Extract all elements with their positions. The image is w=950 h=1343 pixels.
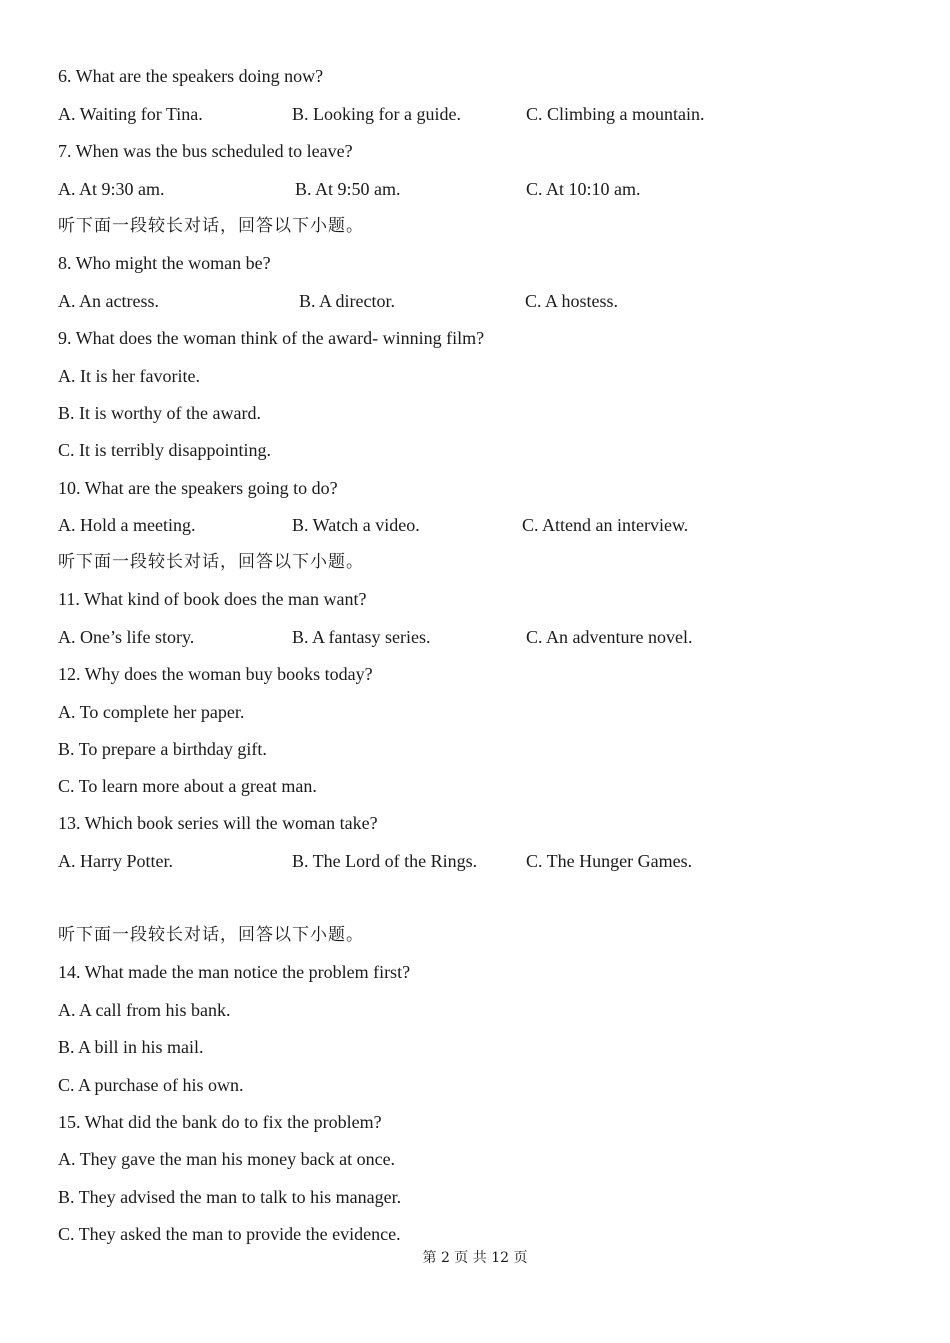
option-6a: A. Waiting for Tina. bbox=[58, 104, 203, 124]
option-10c: C. Attend an interview. bbox=[522, 515, 689, 535]
option-13b: B. The Lord of the Rings. bbox=[292, 851, 478, 871]
question-13: 13. Which book series will the woman take? bbox=[58, 813, 378, 833]
option-12a: A. To complete her paper. bbox=[58, 702, 245, 722]
page-number-footer: 第 2 页 共 12 页 bbox=[422, 1250, 528, 1266]
option-9a: A. It is her favorite. bbox=[58, 366, 200, 386]
option-13a: A. Harry Potter. bbox=[58, 851, 173, 871]
question-14: 14. What made the man notice the problem first? bbox=[58, 962, 411, 982]
question-12: 12. Why does the woman buy books today? bbox=[58, 664, 373, 684]
question-6: 6. What are the speakers doing now? bbox=[58, 66, 324, 86]
option-9c: C. It is terribly disappointing. bbox=[58, 440, 271, 460]
question-15: 15. What did the bank do to fix the problem? bbox=[58, 1112, 382, 1132]
option-10a: A. Hold a meeting. bbox=[58, 515, 196, 535]
option-12b: B. To prepare a birthday gift. bbox=[58, 739, 267, 759]
question-10: 10. What are the speakers going to do? bbox=[58, 478, 338, 498]
section-instruction-1: 听下面一段较长对话，回答以下小题。 bbox=[58, 216, 364, 236]
option-7b: B. At 9:50 am. bbox=[295, 179, 401, 199]
question-11: 11. What kind of book does the man want? bbox=[58, 589, 367, 609]
option-7a: A. At 9:30 am. bbox=[58, 179, 165, 199]
option-8a: A. An actress. bbox=[58, 291, 159, 311]
option-10b: B. Watch a video. bbox=[292, 515, 420, 535]
option-13c: C. The Hunger Games. bbox=[526, 851, 693, 871]
option-14a: A. A call from his bank. bbox=[58, 1000, 231, 1020]
section-instruction-3: 听下面一段较长对话，回答以下小题。 bbox=[58, 925, 364, 945]
option-14c: C. A purchase of his own. bbox=[58, 1075, 244, 1095]
option-9b: B. It is worthy of the award. bbox=[58, 403, 261, 423]
option-15a: A. They gave the man his money back at once. bbox=[58, 1149, 396, 1169]
question-7: 7. When was the bus scheduled to leave? bbox=[58, 141, 353, 161]
option-15b: B. They advised the man to talk to his manager. bbox=[58, 1187, 402, 1207]
option-12c: C. To learn more about a great man. bbox=[58, 776, 317, 796]
option-11b: B. A fantasy series. bbox=[292, 627, 431, 647]
option-6b: B. Looking for a guide. bbox=[292, 104, 461, 124]
option-11c: C. An adventure novel. bbox=[526, 627, 693, 647]
option-8c: C. A hostess. bbox=[525, 291, 619, 311]
section-instruction-2: 听下面一段较长对话，回答以下小题。 bbox=[58, 552, 364, 572]
option-14b: B. A bill in his mail. bbox=[58, 1037, 204, 1057]
option-11a: A. One’s life story. bbox=[58, 627, 195, 647]
option-7c: C. At 10:10 am. bbox=[526, 179, 641, 199]
question-8: 8. Who might the woman be? bbox=[58, 253, 271, 273]
option-8b: B. A director. bbox=[299, 291, 395, 311]
option-6c: C. Climbing a mountain. bbox=[526, 104, 705, 124]
option-15c: C. They asked the man to provide the evidence. bbox=[58, 1224, 401, 1244]
question-9: 9. What does the woman think of the award- winning film? bbox=[58, 328, 485, 348]
